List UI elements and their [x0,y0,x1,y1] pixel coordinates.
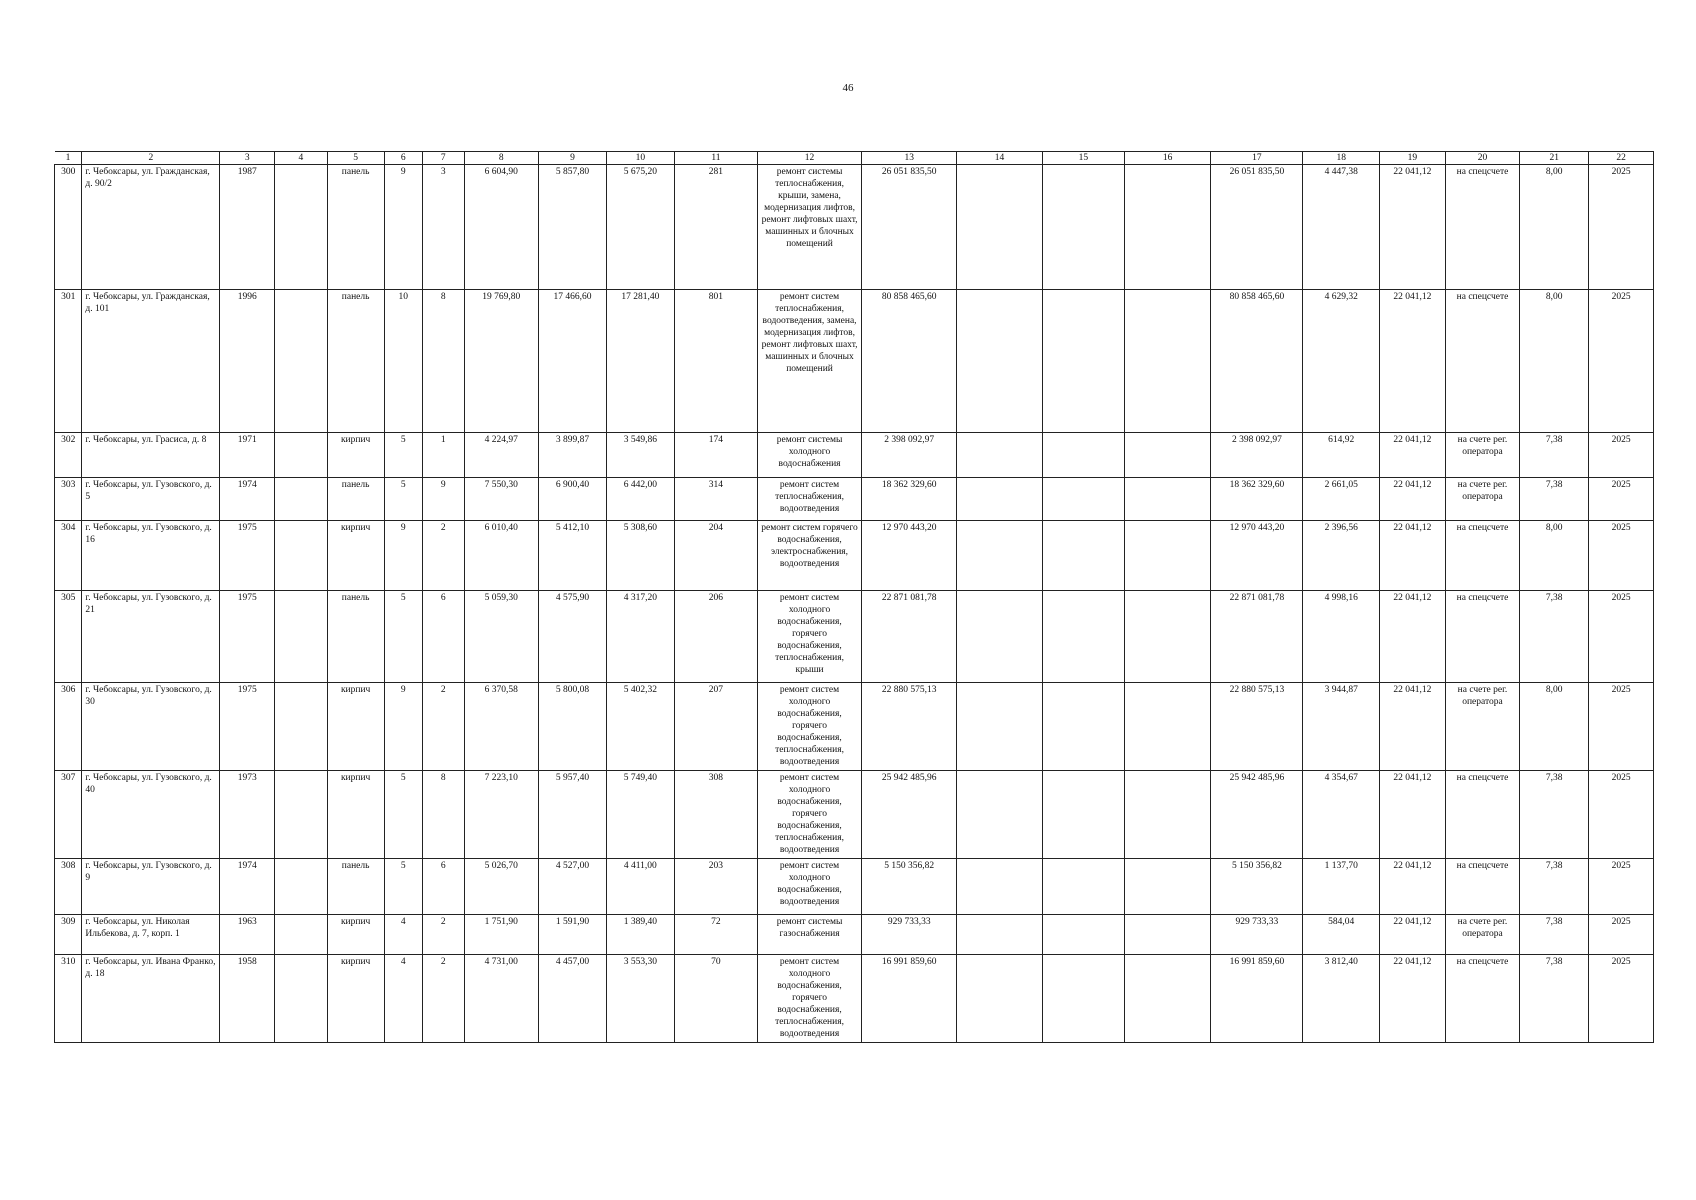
address-cell: г. Чебоксары, ул. Грасиса, д. 8 [82,433,220,478]
column-header: 15 [1042,152,1124,165]
account-type-cell: на спецсчете [1445,290,1519,433]
row-number: 302 [55,433,82,478]
year-cell: 1975 [220,521,275,591]
contribution-cell: 8,00 [1520,521,1589,591]
empty-cell [1124,771,1211,859]
wall-material-cell: панель [327,859,384,915]
total-area-cell: 5 026,70 [464,859,538,915]
contribution-cell: 8,00 [1520,290,1589,433]
empty-cell [957,290,1042,433]
contribution-cell: 8,00 [1520,165,1589,290]
living-area-cell: 17 281,40 [606,290,674,433]
table-row [55,433,1654,478]
row-number: 309 [55,915,82,955]
column-header: 22 [1589,152,1654,165]
max-unit-cost-cell: 22 041,12 [1380,521,1446,591]
unit-cost-cell: 584,04 [1303,915,1380,955]
living-area-cell: 6 442,00 [606,478,674,521]
account-type-cell: на спецсчете [1445,771,1519,859]
works-cell: ремонт систем холодного водоснабжения, горячего водоснабжения, теплоснабжения, водоотведения [758,771,862,859]
address-cell: г. Чебоксары, ул. Гузовского, д. 40 [82,771,220,859]
row-number: 305 [55,591,82,683]
row-number: 306 [55,683,82,771]
account-type-cell: на спецсчете [1445,859,1519,915]
empty-cell [957,591,1042,683]
account-type-cell: на счете рег. оператора [1445,478,1519,521]
empty-cell [1124,478,1211,521]
owner-funds-cell: 16 991 859,60 [1211,955,1303,1043]
column-header: 2 [82,152,220,165]
rooms-area-cell: 6 900,40 [539,478,607,521]
empty-cell [275,859,328,915]
year-cell: 1963 [220,915,275,955]
max-unit-cost-cell: 22 041,12 [1380,165,1446,290]
year-cell: 1974 [220,478,275,521]
max-unit-cost-cell: 22 041,12 [1380,771,1446,859]
wall-material-cell: кирпич [327,955,384,1043]
max-unit-cost-cell: 22 041,12 [1380,955,1446,1043]
total-cost-cell: 5 150 356,82 [862,859,957,915]
works-cell: ремонт систем холодного водоснабжения, горячего водоснабжения, теплоснабжения, водоотведения [758,683,862,771]
planned-year-cell: 2025 [1589,683,1654,771]
total-area-cell: 6 604,90 [464,165,538,290]
page-number: 46 [842,82,854,94]
works-cell: ремонт системы теплоснабжения, крыши, замена, модернизация лифтов, ремонт лифтовых шахт, машинных и блочных помещений [758,165,862,290]
entrances-cell: 1 [422,433,464,478]
entrances-cell: 8 [422,290,464,433]
rooms-area-cell: 5 857,80 [539,165,607,290]
planned-year-cell: 2025 [1589,915,1654,955]
total-area-cell: 7 550,30 [464,478,538,521]
total-area-cell: 19 769,80 [464,290,538,433]
address-cell: г. Чебоксары, ул. Гражданская, д. 101 [82,290,220,433]
row-number: 300 [55,165,82,290]
empty-cell [1124,165,1211,290]
total-area-cell: 7 223,10 [464,771,538,859]
works-cell: ремонт системы газоснабжения [758,915,862,955]
rooms-area-cell: 4 527,00 [539,859,607,915]
floors-cell: 4 [384,915,422,955]
contribution-cell: 8,00 [1520,683,1589,771]
residents-cell: 308 [674,771,757,859]
empty-cell [957,433,1042,478]
empty-cell [1042,433,1124,478]
floors-cell: 10 [384,290,422,433]
account-type-cell: на спецсчете [1445,165,1519,290]
table-row [55,859,1654,915]
empty-cell [1042,521,1124,591]
unit-cost-cell: 3 812,40 [1303,955,1380,1043]
unit-cost-cell: 4 629,32 [1303,290,1380,433]
rooms-area-cell: 5 957,40 [539,771,607,859]
residents-cell: 203 [674,859,757,915]
table-row [55,683,1654,771]
contribution-cell: 7,38 [1520,915,1589,955]
empty-cell [957,521,1042,591]
empty-cell [1042,683,1124,771]
living-area-cell: 5 749,40 [606,771,674,859]
total-area-cell: 6 370,58 [464,683,538,771]
unit-cost-cell: 3 944,87 [1303,683,1380,771]
floors-cell: 9 [384,521,422,591]
rooms-area-cell: 3 899,87 [539,433,607,478]
year-cell: 1975 [220,591,275,683]
planned-year-cell: 2025 [1589,591,1654,683]
contribution-cell: 7,38 [1520,771,1589,859]
column-header: 6 [384,152,422,165]
column-header: 19 [1380,152,1446,165]
empty-cell [1042,771,1124,859]
floors-cell: 4 [384,955,422,1043]
living-area-cell: 3 553,30 [606,955,674,1043]
living-area-cell: 3 549,86 [606,433,674,478]
year-cell: 1958 [220,955,275,1043]
living-area-cell: 5 402,32 [606,683,674,771]
total-area-cell: 4 224,97 [464,433,538,478]
column-header: 16 [1124,152,1211,165]
entrances-cell: 8 [422,771,464,859]
total-area-cell: 4 731,00 [464,955,538,1043]
column-number-row [55,152,1654,165]
total-cost-cell: 16 991 859,60 [862,955,957,1043]
owner-funds-cell: 25 942 485,96 [1211,771,1303,859]
contribution-cell: 7,38 [1520,591,1589,683]
floors-cell: 9 [384,683,422,771]
contribution-cell: 7,38 [1520,955,1589,1043]
account-type-cell: на счете рег. оператора [1445,683,1519,771]
row-number: 310 [55,955,82,1043]
empty-cell [957,683,1042,771]
living-area-cell: 4 411,00 [606,859,674,915]
empty-cell [1042,591,1124,683]
unit-cost-cell: 2 661,05 [1303,478,1380,521]
total-cost-cell: 929 733,33 [862,915,957,955]
total-cost-cell: 22 871 081,78 [862,591,957,683]
entrances-cell: 6 [422,859,464,915]
floors-cell: 5 [384,478,422,521]
owner-funds-cell: 18 362 329,60 [1211,478,1303,521]
address-cell: г. Чебоксары, ул. Гузовского, д. 5 [82,478,220,521]
max-unit-cost-cell: 22 041,12 [1380,591,1446,683]
total-cost-cell: 22 880 575,13 [862,683,957,771]
account-type-cell: на счете рег. оператора [1445,915,1519,955]
residents-cell: 174 [674,433,757,478]
wall-material-cell: панель [327,591,384,683]
entrances-cell: 9 [422,478,464,521]
address-cell: г. Чебоксары, ул. Гузовского, д. 16 [82,521,220,591]
table-row [55,165,1654,290]
rooms-area-cell: 17 466,60 [539,290,607,433]
table-row [55,521,1654,591]
empty-cell [1124,915,1211,955]
empty-cell [275,521,328,591]
wall-material-cell: кирпич [327,433,384,478]
rooms-area-cell: 5 412,10 [539,521,607,591]
wall-material-cell: панель [327,478,384,521]
total-area-cell: 5 059,30 [464,591,538,683]
empty-cell [1124,521,1211,591]
unit-cost-cell: 4 998,16 [1303,591,1380,683]
table-row [55,290,1654,433]
owner-funds-cell: 2 398 092,97 [1211,433,1303,478]
living-area-cell: 4 317,20 [606,591,674,683]
table-row [55,771,1654,859]
entrances-cell: 2 [422,955,464,1043]
column-header: 4 [275,152,328,165]
entrances-cell: 2 [422,915,464,955]
residents-cell: 70 [674,955,757,1043]
total-cost-cell: 26 051 835,50 [862,165,957,290]
rooms-area-cell: 4 575,90 [539,591,607,683]
empty-cell [1042,478,1124,521]
planned-year-cell: 2025 [1589,290,1654,433]
planned-year-cell: 2025 [1589,955,1654,1043]
address-cell: г. Чебоксары, ул. Гузовского, д. 30 [82,683,220,771]
planned-year-cell: 2025 [1589,859,1654,915]
contribution-cell: 7,38 [1520,478,1589,521]
address-cell: г. Чебоксары, ул. Гражданская, д. 90/2 [82,165,220,290]
empty-cell [275,165,328,290]
total-cost-cell: 80 858 465,60 [862,290,957,433]
account-type-cell: на спецсчете [1445,521,1519,591]
entrances-cell: 2 [422,521,464,591]
owner-funds-cell: 12 970 443,20 [1211,521,1303,591]
works-cell: ремонт систем холодного водоснабжения, водоотведения [758,859,862,915]
empty-cell [957,165,1042,290]
empty-cell [275,683,328,771]
column-header: 13 [862,152,957,165]
year-cell: 1971 [220,433,275,478]
empty-cell [275,290,328,433]
capital-repair-table [54,151,1654,1043]
total-cost-cell: 18 362 329,60 [862,478,957,521]
empty-cell [275,771,328,859]
row-number: 308 [55,859,82,915]
floors-cell: 5 [384,859,422,915]
planned-year-cell: 2025 [1589,433,1654,478]
column-header: 18 [1303,152,1380,165]
floors-cell: 5 [384,591,422,683]
account-type-cell: на спецсчете [1445,591,1519,683]
empty-cell [1124,683,1211,771]
max-unit-cost-cell: 22 041,12 [1380,859,1446,915]
planned-year-cell: 2025 [1589,521,1654,591]
floors-cell: 5 [384,771,422,859]
row-number: 303 [55,478,82,521]
empty-cell [957,478,1042,521]
entrances-cell: 2 [422,683,464,771]
works-cell: ремонт систем холодного водоснабжения, горячего водоснабжения, теплоснабжения, крыши [758,591,862,683]
floors-cell: 5 [384,433,422,478]
floors-cell: 9 [384,165,422,290]
residents-cell: 206 [674,591,757,683]
empty-cell [1124,433,1211,478]
unit-cost-cell: 4 354,67 [1303,771,1380,859]
column-header: 1 [55,152,82,165]
column-header: 3 [220,152,275,165]
empty-cell [275,591,328,683]
table-row [55,915,1654,955]
empty-cell [1042,165,1124,290]
residents-cell: 204 [674,521,757,591]
column-header: 8 [464,152,538,165]
planned-year-cell: 2025 [1589,771,1654,859]
column-header: 14 [957,152,1042,165]
empty-cell [957,859,1042,915]
owner-funds-cell: 22 871 081,78 [1211,591,1303,683]
empty-cell [275,915,328,955]
column-header: 21 [1520,152,1589,165]
address-cell: г. Чебоксары, ул. Гузовского, д. 21 [82,591,220,683]
table-row [55,591,1654,683]
works-cell: ремонт системы холодного водоснабжения [758,433,862,478]
row-number: 307 [55,771,82,859]
owner-funds-cell: 5 150 356,82 [1211,859,1303,915]
account-type-cell: на спецсчете [1445,955,1519,1043]
contribution-cell: 7,38 [1520,433,1589,478]
empty-cell [957,771,1042,859]
max-unit-cost-cell: 22 041,12 [1380,290,1446,433]
empty-cell [1042,290,1124,433]
wall-material-cell: кирпич [327,915,384,955]
owner-funds-cell: 929 733,33 [1211,915,1303,955]
living-area-cell: 5 675,20 [606,165,674,290]
column-header: 9 [539,152,607,165]
address-cell: г. Чебоксары, ул. Гузовского, д. 9 [82,859,220,915]
empty-cell [1124,955,1211,1043]
wall-material-cell: панель [327,290,384,433]
living-area-cell: 5 308,60 [606,521,674,591]
rooms-area-cell: 1 591,90 [539,915,607,955]
entrances-cell: 3 [422,165,464,290]
wall-material-cell: кирпич [327,771,384,859]
owner-funds-cell: 26 051 835,50 [1211,165,1303,290]
year-cell: 1973 [220,771,275,859]
empty-cell [1124,591,1211,683]
unit-cost-cell: 614,92 [1303,433,1380,478]
table-row [55,478,1654,521]
empty-cell [957,915,1042,955]
wall-material-cell: панель [327,165,384,290]
empty-cell [1042,859,1124,915]
column-header: 20 [1445,152,1519,165]
residents-cell: 801 [674,290,757,433]
total-area-cell: 6 010,40 [464,521,538,591]
row-number: 304 [55,521,82,591]
empty-cell [1124,290,1211,433]
wall-material-cell: кирпич [327,521,384,591]
column-header: 17 [1211,152,1303,165]
max-unit-cost-cell: 22 041,12 [1380,478,1446,521]
unit-cost-cell: 4 447,38 [1303,165,1380,290]
empty-cell [275,478,328,521]
wall-material-cell: кирпич [327,683,384,771]
total-cost-cell: 25 942 485,96 [862,771,957,859]
total-cost-cell: 2 398 092,97 [862,433,957,478]
table-row [55,955,1654,1043]
row-number: 301 [55,290,82,433]
column-header: 12 [758,152,862,165]
works-cell: ремонт систем холодного водоснабжения, горячего водоснабжения, теплоснабжения, водоотведения [758,955,862,1043]
total-cost-cell: 12 970 443,20 [862,521,957,591]
year-cell: 1987 [220,165,275,290]
residents-cell: 72 [674,915,757,955]
empty-cell [275,433,328,478]
max-unit-cost-cell: 22 041,12 [1380,915,1446,955]
unit-cost-cell: 2 396,56 [1303,521,1380,591]
works-cell: ремонт систем теплоснабжения, водоотведения, замена, модернизация лифтов, ремонт лифтовых шахт, машинных и блочных помещений [758,290,862,433]
owner-funds-cell: 80 858 465,60 [1211,290,1303,433]
rooms-area-cell: 4 457,00 [539,955,607,1043]
year-cell: 1996 [220,290,275,433]
empty-cell [957,955,1042,1043]
column-header: 11 [674,152,757,165]
planned-year-cell: 2025 [1589,165,1654,290]
owner-funds-cell: 22 880 575,13 [1211,683,1303,771]
column-header: 5 [327,152,384,165]
empty-cell [1124,859,1211,915]
empty-cell [275,955,328,1043]
residents-cell: 281 [674,165,757,290]
address-cell: г. Чебоксары, ул. Николая Ильбекова, д. 7, корп. 1 [82,915,220,955]
unit-cost-cell: 1 137,70 [1303,859,1380,915]
works-cell: ремонт систем горячего водоснабжения, электроснабжения, водоотведения [758,521,862,591]
contribution-cell: 7,38 [1520,859,1589,915]
total-area-cell: 1 751,90 [464,915,538,955]
max-unit-cost-cell: 22 041,12 [1380,433,1446,478]
living-area-cell: 1 389,40 [606,915,674,955]
residents-cell: 207 [674,683,757,771]
address-cell: г. Чебоксары, ул. Ивана Франко, д. 18 [82,955,220,1043]
works-cell: ремонт систем теплоснабжения, водоотведения [758,478,862,521]
empty-cell [1042,955,1124,1043]
column-header: 7 [422,152,464,165]
year-cell: 1974 [220,859,275,915]
year-cell: 1975 [220,683,275,771]
max-unit-cost-cell: 22 041,12 [1380,683,1446,771]
entrances-cell: 6 [422,591,464,683]
residents-cell: 314 [674,478,757,521]
column-header: 10 [606,152,674,165]
empty-cell [1042,915,1124,955]
rooms-area-cell: 5 800,08 [539,683,607,771]
planned-year-cell: 2025 [1589,478,1654,521]
account-type-cell: на счете рег. оператора [1445,433,1519,478]
